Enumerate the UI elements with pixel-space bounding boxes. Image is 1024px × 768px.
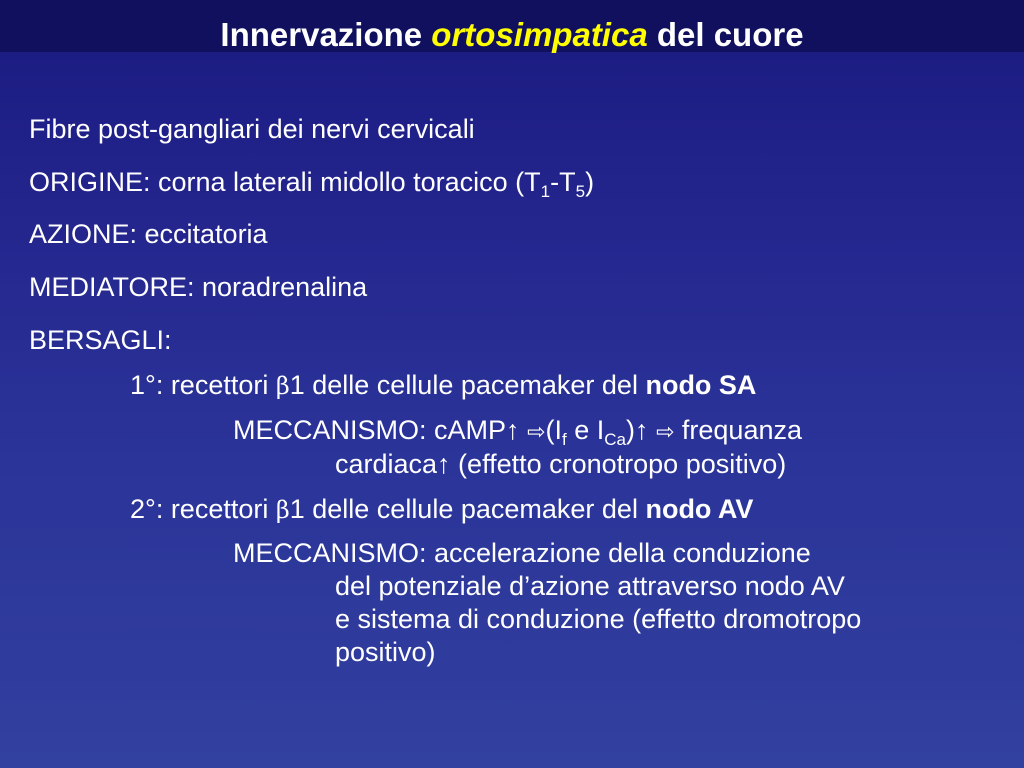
item-azione: AZIONE: eccitatoria (29, 219, 268, 249)
right-arrow-icon: ⇨ (527, 420, 546, 445)
target1-mid: 1 delle cellule pacemaker del (289, 370, 646, 400)
origine-mid: -T (550, 167, 576, 197)
beta-symbol: β (275, 372, 290, 400)
target-2 (130, 496, 753, 523)
target2-mechanism-line2: del potenziale d’azione attraverso nodo AV (335, 571, 845, 601)
mech1-t5: frequanza (674, 415, 802, 445)
target1-mechanism-line2: cardiaca↑ (effetto cronotropo positivo) (335, 449, 787, 479)
mech1-t1: MECCANISMO: cAMP↑ (233, 415, 528, 445)
item-mediatore: MEDIATORE: noradrenalina (29, 272, 368, 302)
subscript-5: 5 (575, 182, 586, 201)
slide-title (0, 18, 1024, 51)
target-1 (130, 372, 756, 399)
title-part1: Innervazione (220, 16, 432, 53)
title-emphasis: ortosimpatica (431, 16, 648, 53)
origine-text: ORIGINE: corna laterali midollo toracico (T (29, 167, 541, 197)
title-part2: del cuore (647, 16, 804, 53)
beta-symbol: β (275, 496, 290, 524)
origine-suffix: ) (585, 167, 595, 197)
target1-prefix: 1°: recettori (130, 370, 276, 400)
target1-mechanism (233, 415, 802, 449)
subscript-1: 1 (540, 182, 551, 201)
target2-mechanism-line4: positivo) (335, 637, 436, 667)
target2-node: nodo AV (645, 494, 754, 524)
target2-mechanism-line3: e sistema di conduzione (effetto dromotropo (335, 604, 862, 634)
mech1-t3: e I (566, 415, 605, 445)
target2-mechanism-line1: MECCANISMO: accelerazione della conduzione (233, 538, 811, 568)
target2-mid: 1 delle cellule pacemaker del (289, 494, 646, 524)
subscript-f: f (561, 430, 567, 449)
item-origine (29, 167, 595, 201)
item-fibre: Fibre post-gangliari dei nervi cervicali (29, 114, 475, 144)
right-arrow-icon: ⇨ (655, 420, 675, 445)
subscript-ca: Ca (604, 430, 626, 449)
target1-node: nodo SA (645, 370, 757, 400)
target2-prefix: 2°: recettori (130, 494, 276, 524)
mech1-t2: (I (545, 415, 562, 445)
mech1-t4: )↑ (625, 415, 656, 445)
item-bersagli: BERSAGLI: (29, 325, 172, 355)
